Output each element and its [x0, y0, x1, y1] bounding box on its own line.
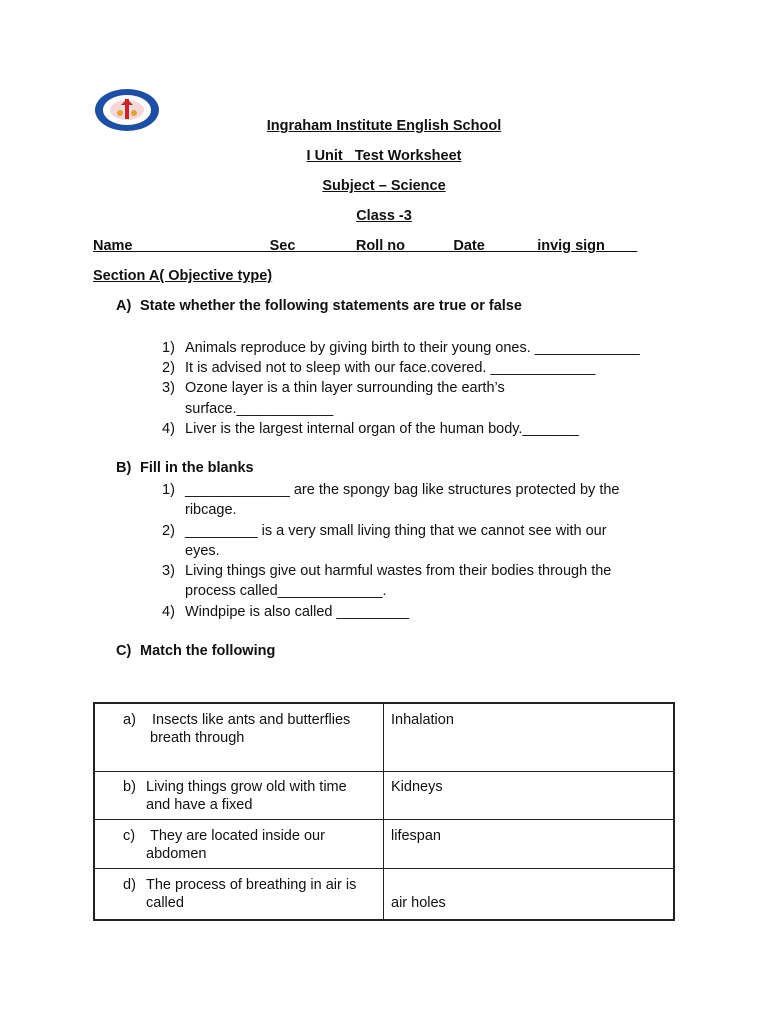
part-b-label: B) [116, 460, 132, 476]
item-number: 1) [162, 482, 175, 498]
item-text: Ozone layer is a thin layer surrounding the earth’s [185, 380, 505, 396]
item-number: 4) [162, 421, 175, 437]
row-divider [95, 819, 673, 820]
match-table [93, 702, 675, 921]
row-letter: a) [123, 712, 136, 728]
test-title: I Unit Test Worksheet [306, 148, 462, 164]
column-divider [383, 704, 384, 919]
part-a-label: A) [116, 298, 132, 314]
item-text: It is advised not to sleep with our face.covered. _____________ [185, 360, 596, 376]
item-text: _________ is a very small living thing that we cannot see with our [185, 523, 607, 539]
left-cell [146, 827, 381, 863]
row-letter: b) [123, 779, 136, 795]
left-cell-line: called [146, 895, 184, 911]
item-text: surface.____________ [185, 401, 334, 417]
item-text: eyes. [185, 543, 220, 559]
item-text: Windpipe is also called _________ [185, 604, 410, 620]
school-name: Ingraham Institute English School [266, 118, 502, 134]
item-text: _____________ are the spongy bag like structures protected by the [185, 482, 620, 498]
left-cell-line: They are located inside our [150, 828, 325, 844]
left-cell-line: breath through [150, 730, 245, 746]
item-number: 4) [162, 604, 175, 620]
student-info-line: Name ________________ Sec_______ Roll no _____ Date______ invig sign____ [93, 238, 638, 254]
row-divider [95, 771, 673, 772]
left-cell [146, 876, 381, 912]
part-b-heading: Fill in the blanks [140, 460, 254, 476]
item-text: ribcage. [185, 502, 237, 518]
right-cell: Inhalation [391, 712, 454, 728]
left-cell-line: abdomen [146, 846, 207, 862]
right-cell: lifespan [391, 828, 441, 844]
item-text: Animals reproduce by giving birth to their young ones. _____________ [185, 340, 640, 356]
part-a-heading: State whether the following statements are true or false [140, 298, 522, 314]
right-cell: Kidneys [391, 779, 443, 795]
left-cell [146, 778, 381, 814]
part-c-heading: Match the following [140, 643, 276, 659]
row-letter: d) [123, 877, 136, 893]
item-text: Living things give out harmful wastes from their bodies through the [185, 563, 612, 579]
subject-title: Subject – Science [322, 178, 446, 194]
section-a-title: Section A( Objective type) [93, 268, 273, 284]
row-letter: c) [123, 828, 136, 844]
right-cell: air holes [391, 895, 446, 911]
item-text: Liver is the largest internal organ of the human body._______ [185, 421, 579, 437]
item-number: 1) [162, 340, 175, 356]
item-number: 2) [162, 523, 175, 539]
left-cell-line: and have a fixed [146, 797, 253, 813]
left-cell-line: Insects like ants and butterflies [152, 712, 351, 728]
item-number: 3) [162, 563, 175, 579]
item-text: process called_____________. [185, 583, 387, 599]
part-c-label: C) [116, 643, 132, 659]
row-divider [95, 868, 673, 869]
item-number: 3) [162, 380, 175, 396]
item-number: 2) [162, 360, 175, 376]
class-title: Class -3 [356, 208, 412, 224]
left-cell-line: Living things grow old with time [146, 779, 347, 795]
left-cell [150, 711, 380, 747]
left-cell-line: The process of breathing in air is [146, 877, 357, 893]
